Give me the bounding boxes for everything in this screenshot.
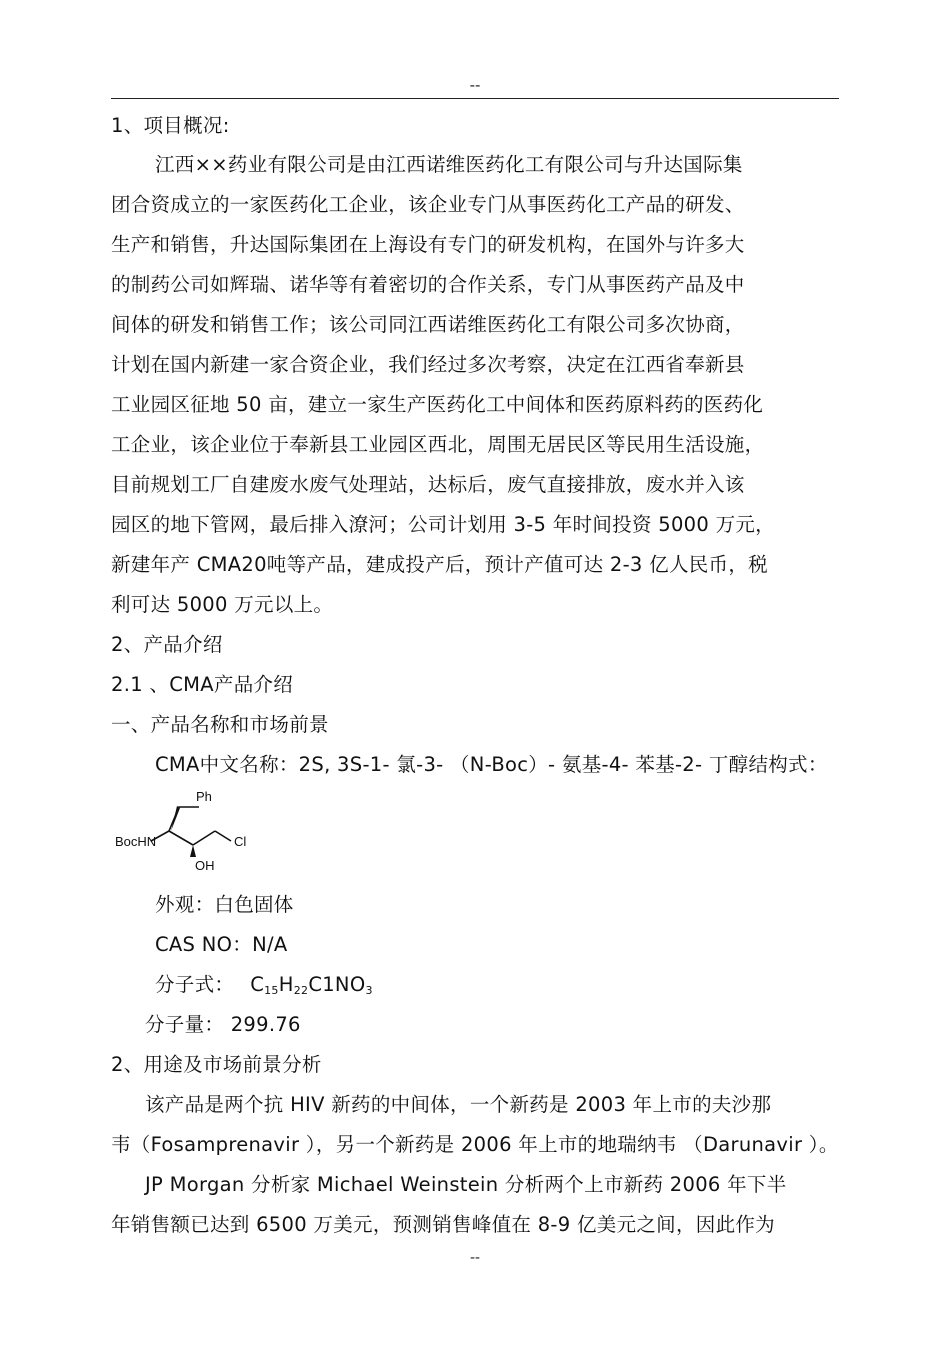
paragraph-line: 目前规划工厂自建废水废气处理站，达标后，废气直接排放，废水并入该: [111, 473, 745, 496]
paragraph-line: 的制药公司如辉瑞、诺华等有着密切的合作关系，专门从事医药产品及中: [111, 273, 745, 296]
paragraph-line: 工企业，该企业位于奉新县工业园区西北，周围无居民区等民用生活设施，: [111, 433, 765, 456]
formula-line: [155, 973, 373, 1003]
paragraph-line: 利可达 5000 万元以上。: [111, 593, 334, 616]
subsection-heading-name-market: 一、产品名称和市场前景: [111, 713, 329, 736]
paragraph-line: 生产和销售，升达国际集团在上海设有专门的研发机构，在国外与许多大: [111, 233, 745, 256]
paragraph-line: 计划在国内新建一家合资企业，我们经过多次考察，决定在江西省奉新县: [111, 353, 745, 376]
backbone-bond-1: [169, 831, 193, 845]
ph-label: Ph: [196, 789, 212, 804]
formula-h-count: 22: [293, 984, 309, 997]
paragraph-line: 工业园区征地 50 亩，建立一家生产医药化工中间体和医药原料药的医药化: [111, 393, 764, 416]
paragraph-line: JP Morgan 分析家 Michael Weinstein 分析两个上市新药 2006 年下半: [145, 1173, 787, 1196]
molecular-weight-line: 分子量： 299.76: [145, 1013, 301, 1036]
formula-rest: C1NO: [308, 973, 366, 996]
paragraph-line: 江西××药业有限公司是由江西诺维医药化工有限公司与升达国际集: [155, 153, 743, 176]
bochn-label: BocHN: [115, 834, 157, 849]
section-heading-project-overview: 1、项目概况:: [111, 114, 230, 137]
section-heading-product-intro: 2、产品介绍: [111, 633, 223, 656]
paragraph-line: 年销售额已达到 6500 万美元，预测销售峰值在 8-9 亿美元之间，因此作为: [111, 1213, 775, 1236]
paragraph-line: 间体的研发和销售工作；该公司同江西诺维医药化工有限公司多次协商，: [111, 313, 745, 336]
subsection-heading-cma: 2.1 、CMA产品介绍: [111, 673, 294, 696]
header-rule: [111, 98, 839, 99]
formula-c-count: 15: [264, 984, 279, 997]
section-heading-usage-market: 2、用途及市场前景分析: [111, 1053, 322, 1076]
formula-o-count: 3: [365, 984, 373, 997]
formula-c: C: [250, 973, 265, 996]
cl-bond: [215, 831, 231, 841]
wedge-bond-oh: [190, 845, 196, 857]
formula-h: H: [278, 973, 294, 996]
oh-label: OH: [195, 858, 215, 873]
backbone-bond-2: [193, 831, 215, 845]
wedge-bond-top: [171, 806, 180, 831]
cl-label: Cl: [234, 834, 247, 849]
chinese-name-line: CMA中文名称：2S, 3S-1- 氯-3- （N-Boc）- 氨基-4- 苯基-2- 丁醇结构式：: [155, 753, 828, 776]
benzyl-bond: [169, 807, 199, 831]
paragraph-line: 该产品是两个抗 HIV 新药的中间体，一个新药是 2003 年上市的夫沙那: [145, 1093, 772, 1116]
cas-line: CAS NO：N/A: [155, 933, 288, 956]
paragraph-line: 团合资成立的一家医药化工企业，该企业专门从事医药化工产品的研发、: [111, 193, 745, 216]
paragraph-line: 园区的地下管网，最后排入潦河；公司计划用 3-5 年时间投资 5000 万元，: [111, 513, 775, 536]
appearance-line: 外观：白色固体: [155, 893, 294, 916]
header-mark: --: [469, 76, 481, 94]
chemical-structure-diagram: [111, 787, 261, 877]
footer-mark: --: [469, 1250, 481, 1266]
paragraph-line: 韦（Fosamprenavir ），另一个新药是 2006 年上市的地瑞纳韦 （Darunavir ）。: [111, 1133, 839, 1156]
paragraph-line: 新建年产 CMA20吨等产品，建成投产后，预计产值可达 2-3 亿人民币，税: [111, 553, 768, 576]
formula-label: 分子式：: [155, 973, 235, 996]
